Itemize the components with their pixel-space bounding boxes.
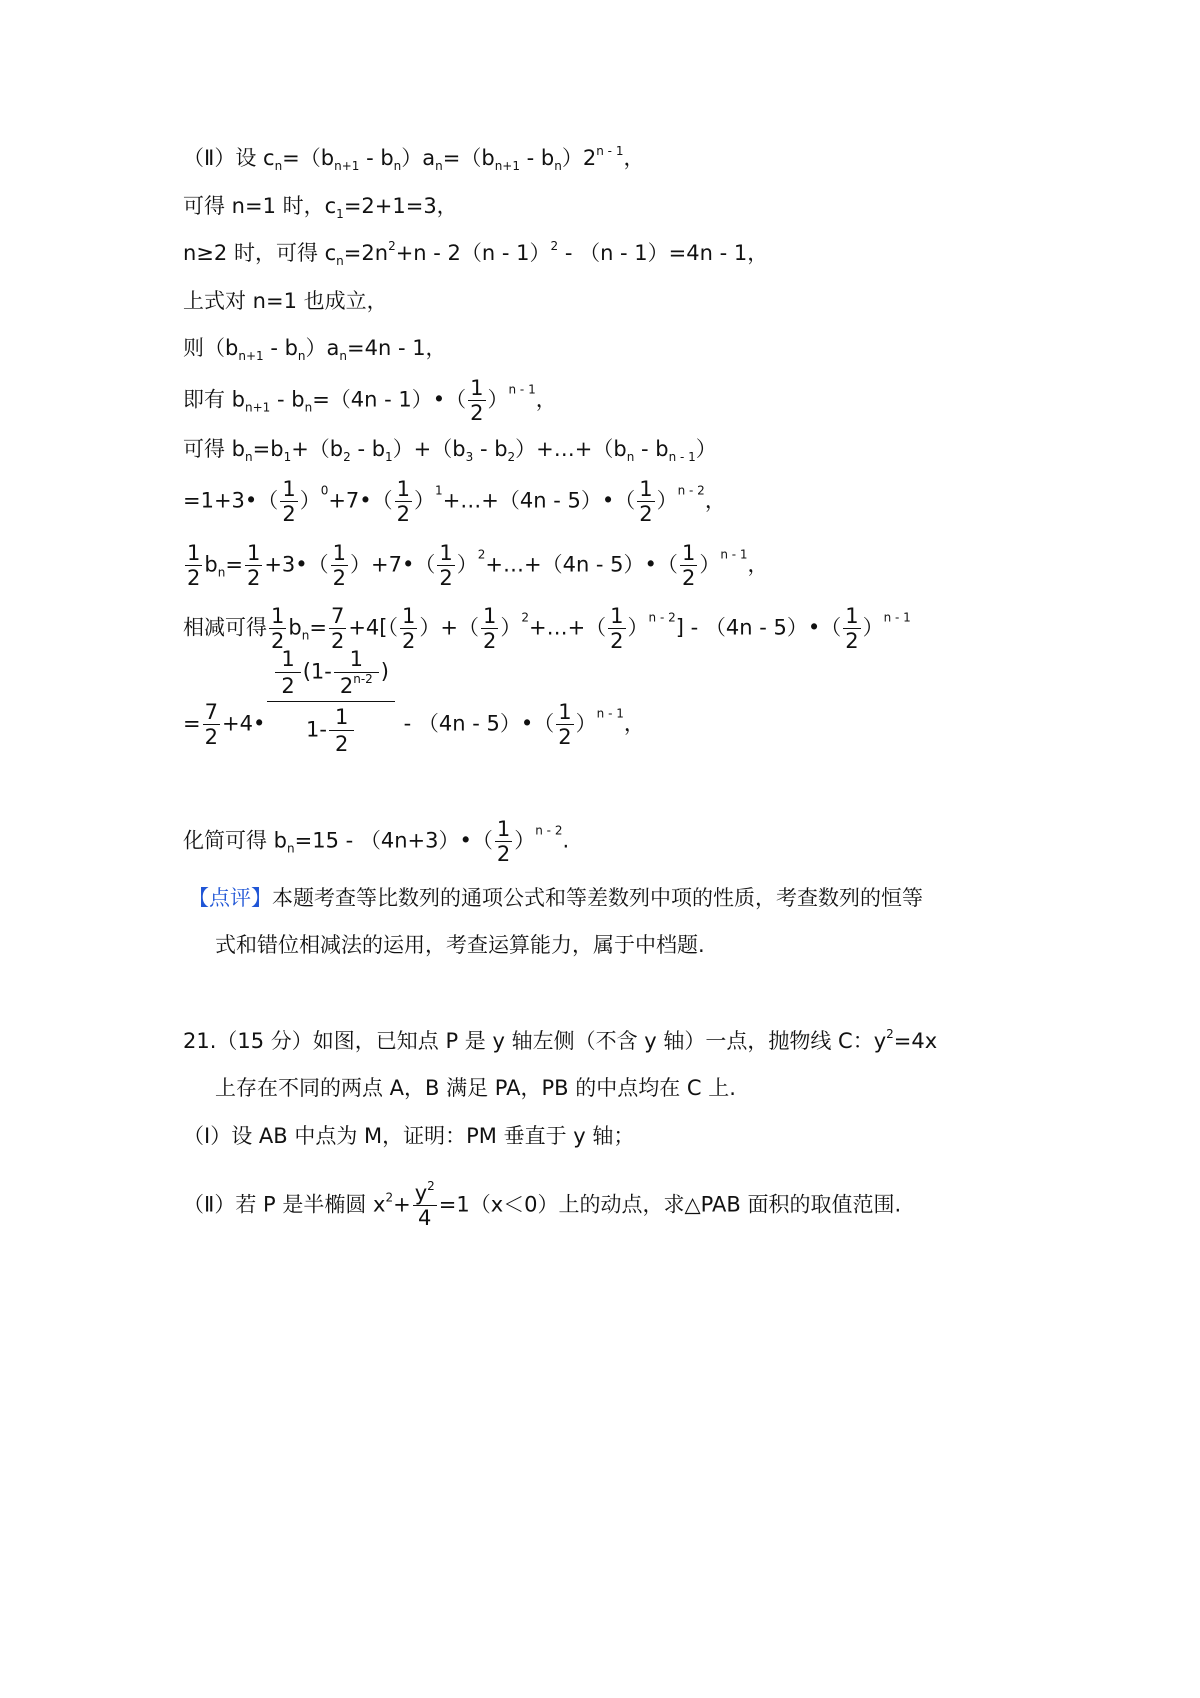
fraction-one-half: $\frac{1}{2}$ — [470, 376, 484, 426]
question-21-part-1: （Ⅰ）设 AB 中点为 M，证明：PM 垂直于 y 轴； — [183, 1124, 635, 1148]
solution-line-1: （Ⅱ）设 $c_n=(b_{n+1} - b_n)a_n=(b_{n+1} - b_n)2^{n - 1}$， — [183, 144, 645, 173]
fraction-one-half: $\frac{1}{2}$ — [282, 477, 296, 527]
question-21-line-1: 21.（15 分）如图，已知点 P 是 y 轴左侧（不含 y 轴）一点，抛物线 C：$y^2=4x$ — [183, 1027, 938, 1053]
fraction-one-half: $\frac{1}{2}$ — [610, 604, 624, 654]
question-21-line-2: 上存在不同的两点 A，B 满足 PA，PB 的中点均在 C 上. — [215, 1076, 736, 1100]
fraction-y-squared-over-4: $\frac{y^2}{4}$ — [414, 1179, 435, 1231]
fraction-one-half: $\frac{1}{2}$ — [482, 604, 497, 654]
fraction-one-half: $\frac{1}{2}$ — [496, 817, 511, 867]
geometric-sum-fraction: $\frac{1}{2}$ (1- $\frac{1}{2^{n-2}}$ ) 1- $\frac{1}{2}$ — [267, 644, 395, 759]
fraction-one-half: $\frac{1}{2}$ — [681, 541, 696, 591]
question-21-part-2: （Ⅱ）若 P 是半椭圆 $x^2+$ $\frac{y^2}{4}$ =1（x＜0）上的动点，求△PAB 面积的取值范围. — [183, 1179, 902, 1231]
fraction-one-half: $\frac{1}{2}$ — [271, 604, 285, 654]
fraction-one-half: $\frac{1}{2}$ — [329, 704, 354, 757]
fraction-seven-halves: $\frac{7}{2}$ — [330, 604, 345, 654]
solution-line-3: n≥2 时，可得 $c_n=2n^2+n - 2(n - 1)^2 - (n - 1)=4n - 1$， — [183, 239, 769, 268]
solution-line-9: $\frac{1}{2}$ $b_n=$ $\frac{1}{2}$ +3•（ $\frac{1}{2}$ ）+7•（ $\frac{1}{2}$ ）$^2$+…+（4n - 5）•（ $\frac{1}{2}$ ）$^{n - 1}$， — [187, 541, 769, 591]
fraction-one-half: $\frac{1}{2}$ — [845, 604, 859, 654]
solution-line-11: = $\frac{7}{2}$ +4• $\frac{1}{2}$ (1- $\frac{1}{2^{n-2}}$ ) 1- $\frac{1}{2}$ - （4n - 5）•（ $\frac{1}{2}$ ）$^{n - 1}$， — [183, 690, 645, 759]
fraction-one-half: $\frac{1}{2}$ — [275, 646, 300, 699]
solution-line-6: 即有 $b_{n+1} - b_n=(4n$ - 1）•（ $\frac{1}{2}$ ）$^{n - 1}$， — [183, 376, 557, 426]
fraction-one-half: $\frac{1}{2}$ — [246, 541, 261, 591]
solution-line-4: 上式对 n=1 也成立， — [183, 289, 388, 313]
fraction-one-half: $\frac{1}{2}$ — [439, 541, 453, 591]
solution-line-7: 可得 $b_n=b_1+(b_2 - b_1)+(b_3$ - $b_2)+\dots+(b_n - b_{n - 1})$ — [183, 437, 717, 464]
solution-line-2: 可得 n=1 时，$c_1=2+1=3$， — [183, 194, 458, 221]
fraction-one-over-power: $\frac{1}{2^{n-2}}$ — [334, 646, 379, 699]
fraction-seven-halves: $\frac{7}{2}$ — [204, 700, 218, 750]
fraction-one-half: $\frac{1}{2}$ — [558, 700, 572, 750]
fraction-one-half: $\frac{1}{2}$ — [639, 477, 653, 527]
fraction-one-half: $\frac{1}{2}$ — [332, 541, 347, 591]
fraction-one-half: $\frac{1}{2}$ — [187, 541, 201, 591]
solution-line-10: 相减可得 $\frac{1}{2}$ $b_n=$ $\frac{7}{2}$ +4[（ $\frac{1}{2}$ ）+（ $\frac{1}{2}$ ）$^2$+…+（ $\frac{1}{2}$ ）$^{n - 2}$] - （4n - 5）•（ $\frac{1}{2}$ ）$^{n - 1}$ — [183, 604, 911, 654]
comment-line-2: 式和错位相减法的运用，考查运算能力，属于中档题. — [215, 933, 705, 957]
comment-line-1: 【点评】本题考查等比数列的通项公式和等差数列中项的性质，考查数列的恒等 — [188, 886, 923, 910]
fraction-one-half: $\frac{1}{2}$ — [401, 604, 416, 654]
solution-line-12: 化简可得 $b_n=15$ - （4n+3）•（ $\frac{1}{2}$ ）$^{n - 2}$. — [183, 817, 570, 867]
solution-line-5: 则$(b_{n+1} - b_n)a_n=4n - 1$， — [183, 336, 447, 363]
fraction-one-half: $\frac{1}{2}$ — [396, 477, 411, 527]
comment-tag: 【点评】 — [188, 886, 272, 910]
solution-line-8: =1+3•（ $\frac{1}{2}$ ）$^0$+7•（ $\frac{1}{2}$ ）$^1$+…+（4n - 5）•（ $\frac{1}{2}$ ）$^{n - 2}$， — [183, 477, 726, 527]
